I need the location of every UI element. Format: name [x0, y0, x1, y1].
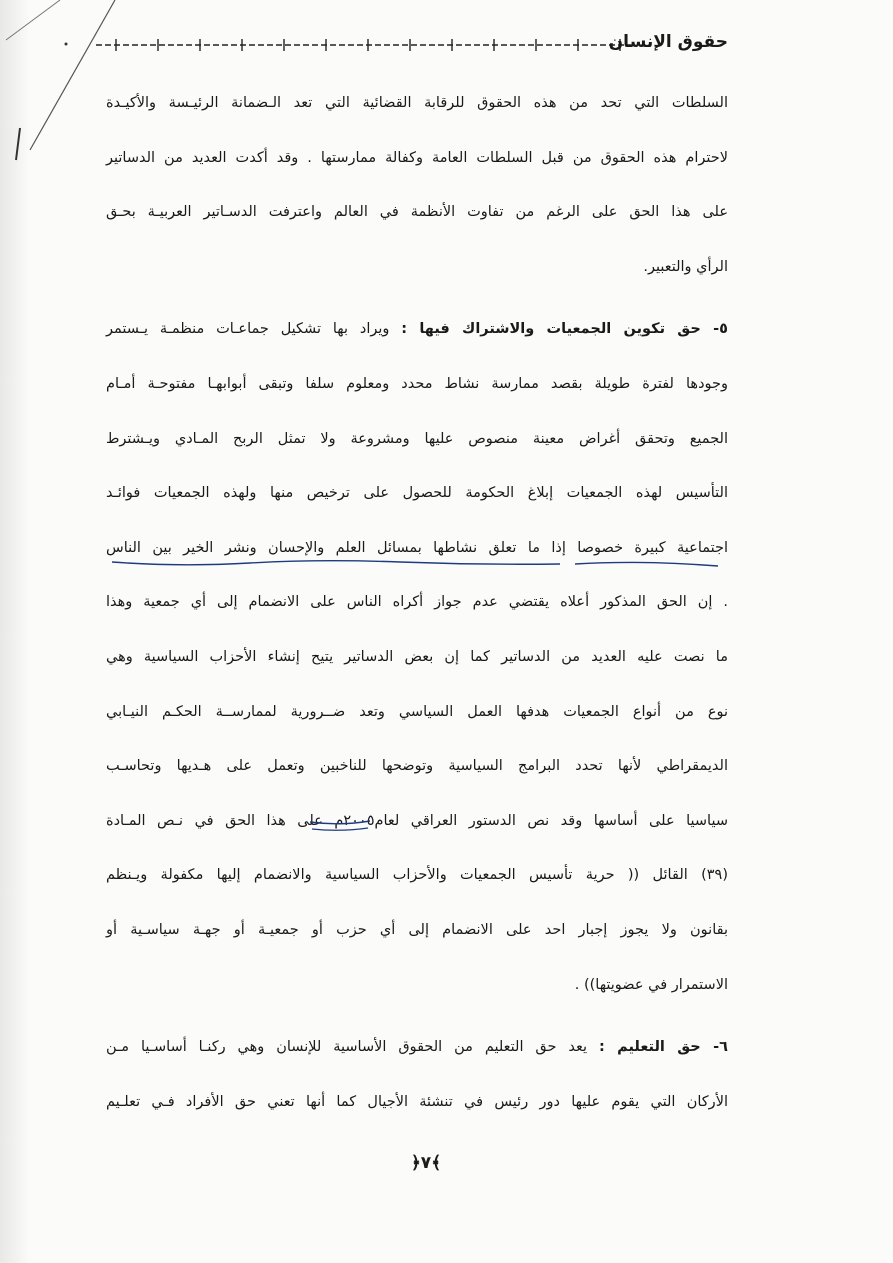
text-line: الاستمرار في عضويتها)) .: [574, 976, 728, 993]
text-line: التأسيس لهذه الجمعيات إبلاغ الحكومة للحصول على ترخيص منها ولهذه الجمعيات فوائـد: [106, 485, 728, 502]
text-line: (٣٩) القائل (( حرية تأسيس الجمعيات والأحزاب السياسية والانضمام إليها مكفولة ويـنظم: [106, 867, 728, 884]
text-line: السلطات التي تحد من هذه الحقوق للرقابة القضائية التي تعد الـضمانة الرئيـسة والأكيـدة: [106, 95, 728, 111]
text-line: ما نصت عليه العديد من الدساتير كما إن بعض الدساتير يتيح إنشاء الأحزاب السياسية وهي: [106, 648, 728, 665]
page-header: [96, 28, 728, 62]
header-title: حقوق الإنسان: [608, 32, 728, 52]
text-line: سياسيا على أساسها وقد نص الدستور العراقي لعام٢٠٠٥م على هذا الحق في نـص المـادة: [106, 812, 728, 829]
text-line: [106, 1020, 728, 1075]
text-line: وجودها لفترة طويلة بقصد ممارسة نشاط محدد ومعلوم سلفا وتبقى أبوابهـا مفتوحـة أمـام: [106, 375, 728, 392]
text-line: نوع من أنواع الجمعيات هدفها العمل السياسي وتعد ضــرورية لممارســة الحكـم النيـابي: [106, 703, 728, 720]
text-line: على هذا الحق على الرغم من تفاوت الأنظمة في العالم واعترفت الدسـاتير العربيـة بحـق: [106, 204, 728, 221]
text-line: الأركان التي يقوم عليها دور رئيس في تنشئة الأجيال كما أنها تعني حق الأفراد فـي تعلـيم: [106, 1093, 728, 1110]
paragraph-associations-right: [106, 302, 728, 1012]
text-line: الجميع وتحقق أغراض معينة منصوص عليها ومشروعة ولا تمثل الربح المـادي ويـشترط: [106, 430, 728, 447]
header-decorative-rule: [96, 34, 631, 56]
scan-edge-shadow: [0, 0, 30, 1263]
text-line: بقانون ولا يجوز إجبار احد على الانضمام إلى أي حزب أو جمعيـة أو جهـة سياسـية أو: [106, 921, 728, 938]
text-line: . إن الحق المذكور أعلاه يقتضي عدم جواز أكراه الناس على الانضمام إلى أي جمعية وهذا: [106, 594, 728, 611]
page-number: ﴿٧﴾: [410, 1153, 442, 1173]
text-line-fragment: ويراد بها تشكيل جماعـات منظمـة يـستمر: [106, 321, 402, 338]
text-line: [106, 302, 728, 357]
text-line: اجتماعية كبيرة خصوصا إذا ما تعلق نشاطها بمسائل العلم والإحسان ونشر الخير بين الناس: [106, 539, 728, 556]
paragraph-education-right: [106, 1020, 728, 1129]
text-line: الديمقراطي لأنها تحدد البرامج السياسية وتوضحها للناخبين وتعمل على هـديها وتحاسـب: [106, 758, 728, 775]
section-heading-associations: ٥- حق تكوين الجمعيات والاشتراك فيها :: [401, 321, 728, 338]
section-heading-education: ٦- حق التعليم :: [598, 1039, 728, 1056]
text-line: الرأي والتعبير.: [643, 258, 728, 275]
article-body: [106, 76, 728, 1129]
text-line: لاحترام هذه الحقوق من قبل السلطات العامة وكفالة ممارستها . وقد أكدت العديد من الدساتير: [106, 149, 728, 166]
text-line-fragment: يعد حق التعليم من الحقوق الأساسية للإنسان وهي ركنـا أساسـيا مـن: [106, 1039, 599, 1056]
paragraph-rights-restrictions: [106, 76, 728, 294]
